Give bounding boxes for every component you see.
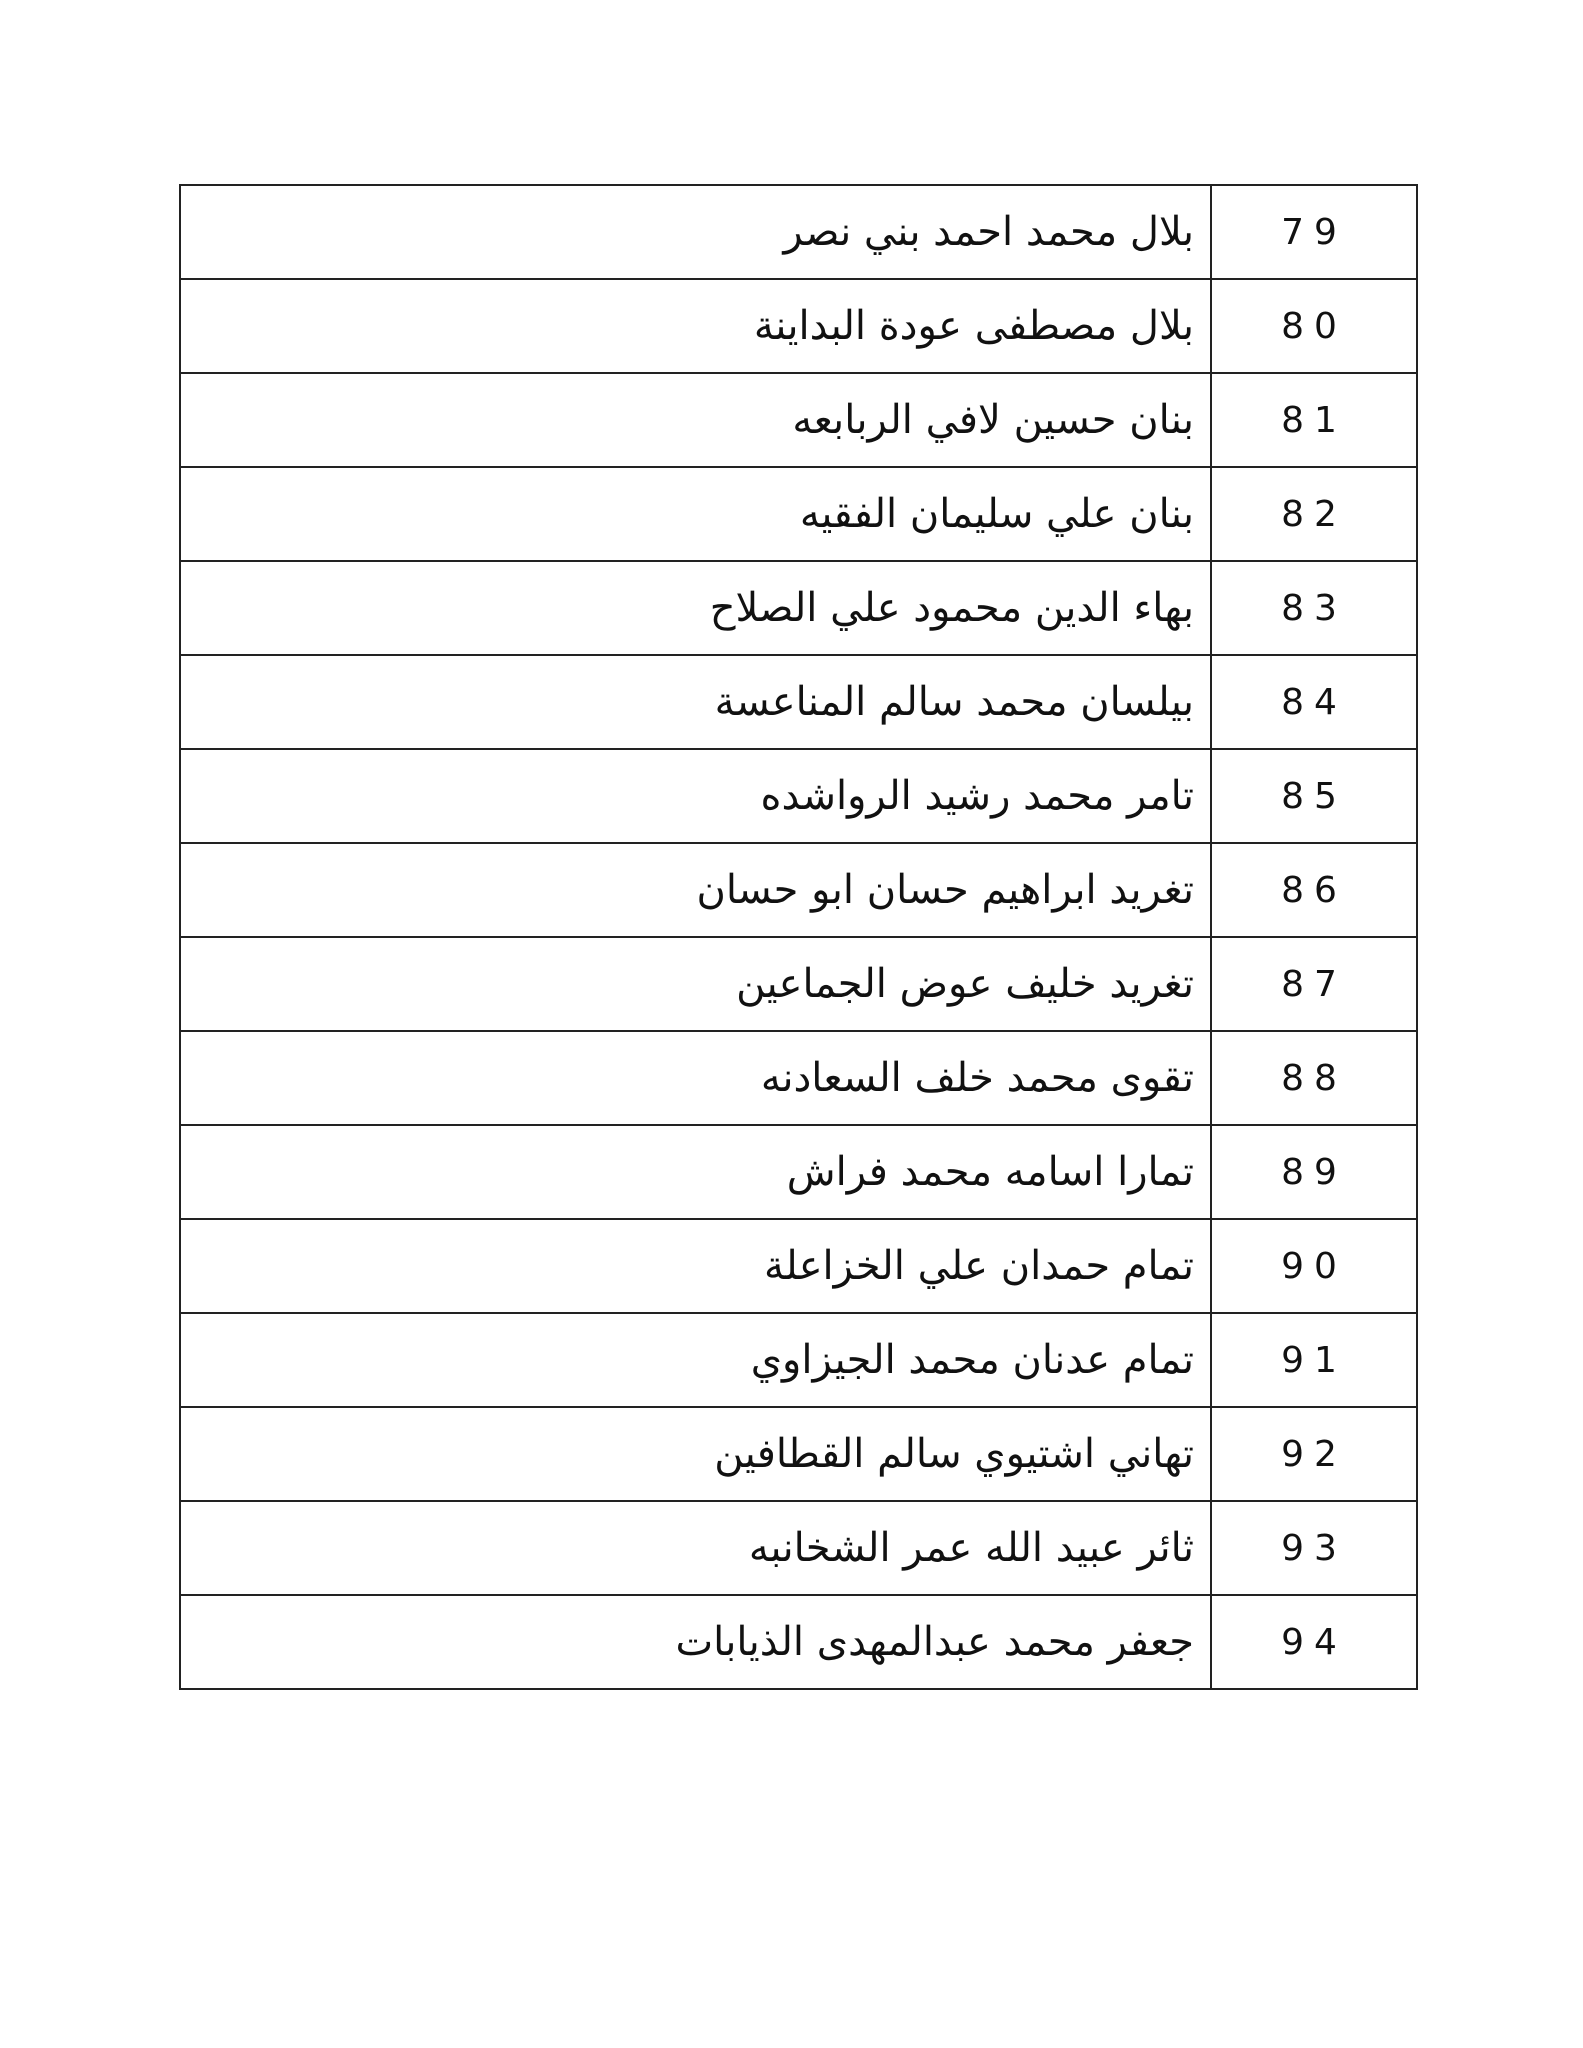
row-name: تهاني اشتيوي سالم القطافين	[180, 1407, 1211, 1501]
row-number: 80	[1211, 279, 1417, 373]
table-row	[180, 1407, 1417, 1501]
row-name: تغريد ابراهيم حسان ابو حسان	[180, 843, 1211, 937]
row-name: بنان علي سليمان الفقيه	[180, 467, 1211, 561]
table-row	[180, 185, 1417, 279]
row-name: تمارا اسامه محمد فراش	[180, 1125, 1211, 1219]
row-name: جعفر محمد عبدالمهدى الذيابات	[180, 1595, 1211, 1689]
row-number: 79	[1211, 185, 1417, 279]
table-row	[180, 937, 1417, 1031]
row-number: 92	[1211, 1407, 1417, 1501]
row-number: 93	[1211, 1501, 1417, 1595]
row-name: بلال محمد احمد بني نصر	[180, 185, 1211, 279]
row-name: بيلسان محمد سالم المناعسة	[180, 655, 1211, 749]
row-name: بنان حسين لافي الربابعه	[180, 373, 1211, 467]
row-number: 81	[1211, 373, 1417, 467]
row-number: 91	[1211, 1313, 1417, 1407]
table-row	[180, 373, 1417, 467]
names-table-body	[180, 185, 1417, 1689]
row-name: تمام عدنان محمد الجيزاوي	[180, 1313, 1211, 1407]
table-row	[180, 1125, 1417, 1219]
row-number: 90	[1211, 1219, 1417, 1313]
row-number: 84	[1211, 655, 1417, 749]
table-row	[180, 843, 1417, 937]
row-number: 83	[1211, 561, 1417, 655]
table-row	[180, 655, 1417, 749]
row-name: تمام حمدان علي الخزاعلة	[180, 1219, 1211, 1313]
table-row	[180, 1595, 1417, 1689]
table-row	[180, 1031, 1417, 1125]
row-name: تغريد خليف عوض الجماعين	[180, 937, 1211, 1031]
row-number: 94	[1211, 1595, 1417, 1689]
table-row	[180, 749, 1417, 843]
row-number: 82	[1211, 467, 1417, 561]
table-row	[180, 1501, 1417, 1595]
row-name: تقوى محمد خلف السعادنه	[180, 1031, 1211, 1125]
row-number: 89	[1211, 1125, 1417, 1219]
table-row	[180, 561, 1417, 655]
row-name: بهاء الدين محمود علي الصلاح	[180, 561, 1211, 655]
row-name: ثائر عبيد الله عمر الشخانبه	[180, 1501, 1211, 1595]
table-row	[180, 1219, 1417, 1313]
row-number: 87	[1211, 937, 1417, 1031]
names-table	[179, 184, 1418, 1690]
row-name: بلال مصطفى عودة البداينة	[180, 279, 1211, 373]
table-row	[180, 1313, 1417, 1407]
row-name: تامر محمد رشيد الرواشده	[180, 749, 1211, 843]
row-number: 86	[1211, 843, 1417, 937]
table-row	[180, 467, 1417, 561]
row-number: 88	[1211, 1031, 1417, 1125]
row-number: 85	[1211, 749, 1417, 843]
table-row	[180, 279, 1417, 373]
